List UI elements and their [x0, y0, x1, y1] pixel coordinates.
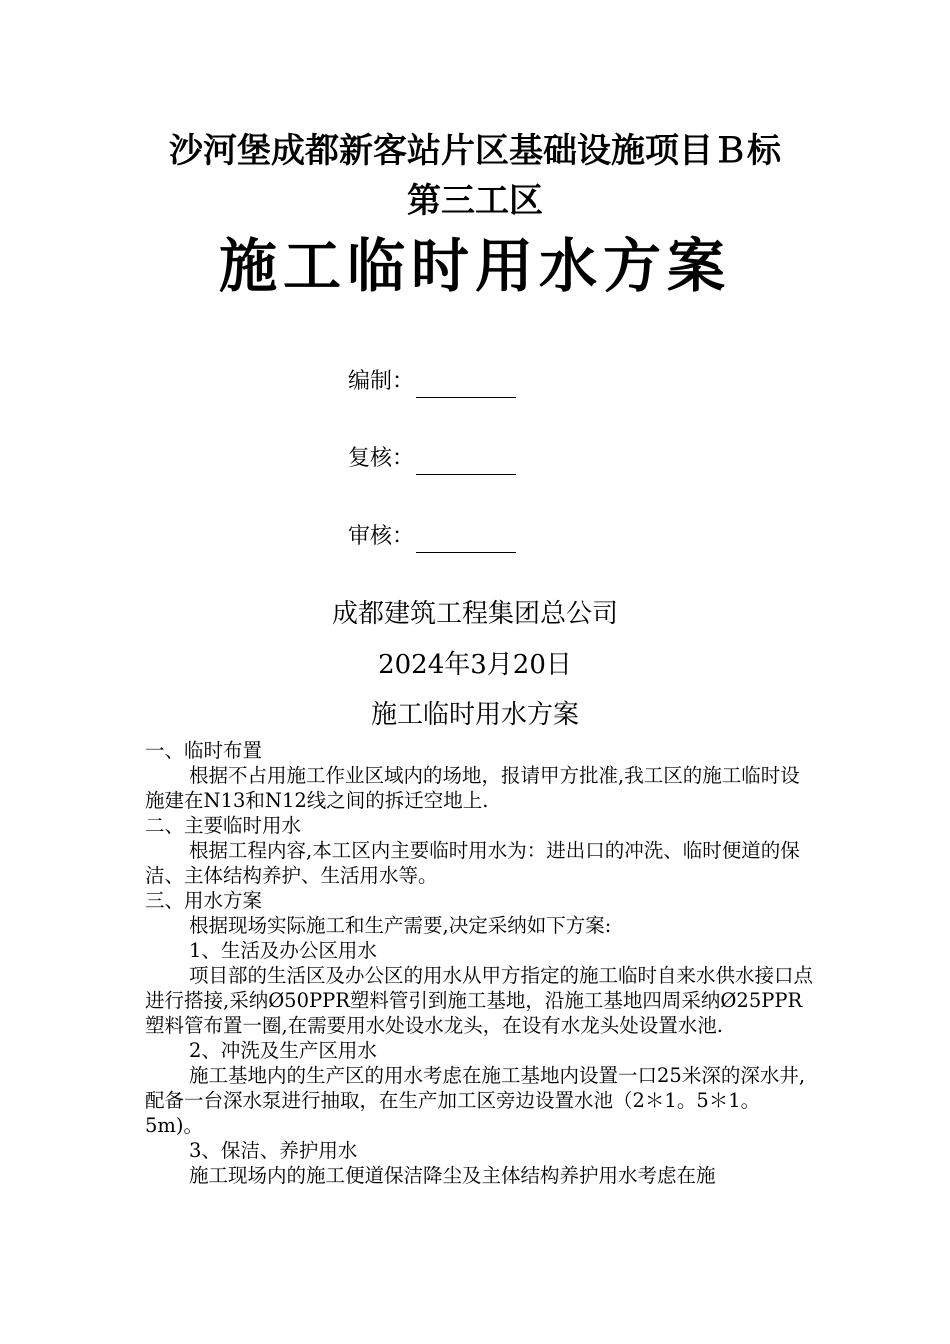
- subsection-3-heading: 3、保洁、养护用水: [189, 1139, 358, 1162]
- subsection-3-paragraph: 施工现场内的施工便道保洁降尘及主体结构养护用水考虑在施: [189, 1164, 716, 1187]
- audit-signature-line: [416, 530, 516, 553]
- subsection-2-paragraph: 施工基地内的生产区的用水考虑在施工基地内设置一口25米深的深水井,配备一台深水泵进行抽取，在生产加工区旁边设置水池（2＊1。5＊1。5m)。: [145, 1064, 806, 1137]
- compile-signature-row: [348, 366, 516, 398]
- audit-signature-row: [348, 521, 516, 553]
- compile-label: 编制：: [348, 369, 415, 394]
- section-3-heading: 三、用水方案: [145, 889, 263, 912]
- section-1-paragraph: 根据不占用施工作业区域内的场地，报请甲方批准,我工区的施工临时设施建在N13和N12线之间的拆迁空地上.: [145, 764, 800, 812]
- document-body: [145, 738, 815, 1188]
- review-label: 复核：: [348, 446, 415, 471]
- review-signature-row: [348, 443, 516, 475]
- section-1-heading: 一、临时布置: [145, 739, 263, 762]
- review-signature-line: [416, 452, 516, 475]
- section-2-heading: 二、主要临时用水: [145, 814, 302, 837]
- subsection-2-heading: 2、冲洗及生产区用水: [189, 1039, 377, 1062]
- project-title-line2: 第三工区: [407, 181, 543, 221]
- main-title: 施工临时用水方案: [218, 232, 731, 300]
- compile-signature-line: [416, 375, 516, 398]
- section-3-paragraph: 根据现场实际施工和生产需要,决定采纳如下方案:: [189, 914, 612, 937]
- subsection-1-heading: 1、生活及办公区用水: [189, 939, 377, 962]
- document-subtitle: 施工临时用水方案: [370, 700, 579, 730]
- company-name: 成都建筑工程集团总公司: [331, 599, 618, 629]
- project-title-line1: 沙河堡成都新客站片区基础设施项目Ｂ标: [169, 131, 781, 171]
- section-2-paragraph: 根据工程内容,本工区内主要临时用水为：进出口的冲洗、临时便道的保洁、主体结构养护、生活用水等。: [145, 839, 800, 887]
- audit-label: 审核：: [348, 524, 415, 549]
- document-date: 2024年3月20日: [378, 650, 572, 680]
- subsection-1-paragraph: 项目部的生活区及办公区的用水从甲方指定的施工临时自来水供水接口点进行搭接,采纳Ø50PPR塑料管引到施工基地，沿施工基地四周采纳Ø25PPR塑料管布置一圈,在需要用水处设水龙头，在设有水龙头处设置水池.: [145, 964, 814, 1037]
